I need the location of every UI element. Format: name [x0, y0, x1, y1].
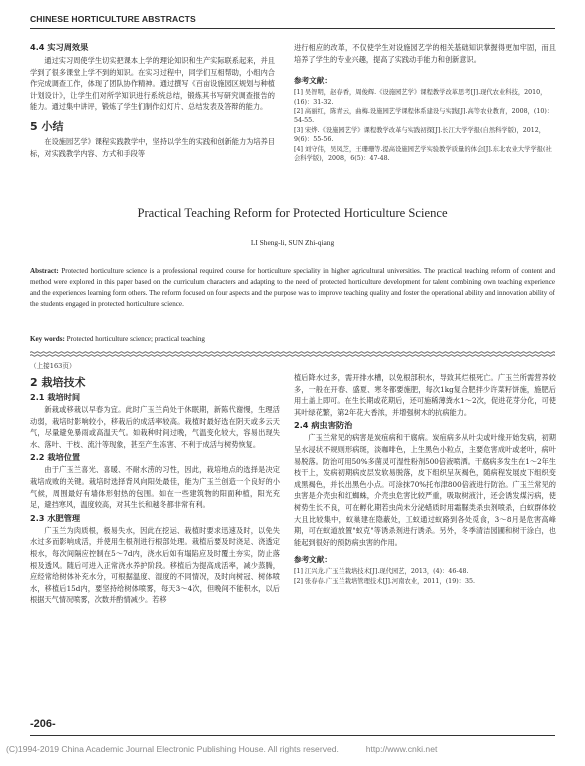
- page-number: -206-: [30, 718, 56, 730]
- header-rule: [30, 28, 555, 29]
- site-url-link[interactable]: http://www.cnki.net: [365, 744, 438, 754]
- section-4-4-heading: 4.4 实习周效果: [30, 42, 89, 52]
- reference-item: [3] 宋烨.《设施园艺学》课程教学改革与实践初探[J].长江大学学报(自然科学版)，2012，9(6)：55-56.: [294, 126, 546, 144]
- section-5-heading: 5 小结: [30, 119, 64, 133]
- journal-header: CHINESE HORTICULTURE ABSTRACTS: [30, 14, 196, 24]
- section-2-3-text: 广玉兰为肉质根，极易失水，因此在挖运、栽植时要求迅速及时，以免失水过多而影响成活，并使用生根剂进行根部处理。栽植后要及时浇足、浇透定根水，每次间隔应控制在5～7d内，浇水后如有塌陷应及时覆土夯实，防止落根及透风。随后可进入正常浇水养护阶段。移植后为提高成活率，减少蒸腾，应经常给树体补充水分，可根据温度、湿度的不同情况，及时向树冠、树体喷水，移植后15d内，要坚持给树体喷雾，每天3～4次，但晚间不能积水，以后根据天气情况喷雾，次数并酌情减少。若移: [30, 525, 280, 605]
- continued-from-note: （上接163页）: [30, 362, 76, 370]
- conclusion-continued-text: 进行相应的改革，不仅使学生对设施园艺学的相关基础知识掌握得更加牢固，而且培养了学生的专业兴趣，提高了实践动手能力和创新意识。: [294, 43, 556, 64]
- copyright-text: (C)1994-2019 China Academic Journal Electronic Publishing House. All rights reserved.: [6, 744, 339, 754]
- reference-item: [4] 刘守伟，吴凤芝，王珊珊等.提高设施园艺学实验教学质量的体会[J].东北农业大学学报(社会科学版)，2008，6(5)：47-48.: [294, 145, 552, 163]
- section-2-1-heading: 2.1 栽培时间: [30, 392, 81, 402]
- top-right-column: [294, 42, 556, 163]
- references-heading: 参考文献：: [294, 555, 332, 565]
- english-abstract: [30, 266, 555, 310]
- water-fertilizer-continued-text: 植后降水过多，需开排水槽，以免根部积水，导致其烂根死亡。广玉兰所需营养较多，一般在开春、盛夏、寒冬都要施肥，每次1kg复合肥拌少许菜籽饼施，施肥后用土盖上即可。在生长期或花期后，还可施稀薄粪水1～2次，促进花芽分化，可使其叶绿花繁，第2年花大香浓，并增强树木的抗病能力。: [294, 373, 556, 417]
- section-4-4-text: 通过实习周使学生切实把课本上学的理论知识和生产实际联系起来，并且学到了很多课堂上学不到的知识。在实习过程中，同学们互相帮助，小组内合作完成调查工作，体现了团队协作精神。通过撰写《百亩设施园区规划与种植计划设计》，让学生们对所学知识进行系统总结，锻炼其书写研究调查报告的能力。通过集中讲评，锻炼了学生们制作幻灯片、总结发表及答辩的能力。: [30, 56, 275, 112]
- wavy-separator: [30, 350, 555, 358]
- english-keywords: [30, 334, 555, 345]
- references-heading: 参考文献：: [294, 76, 332, 86]
- english-title: Practical Teaching Reform for Protected Horticulture Science: [137, 206, 448, 220]
- bottom-left-column: [30, 361, 280, 606]
- reference-item: [1] 吴智明，赵春香，周俊辉.《设施园艺学》课程教学改革思考[J].现代农业科技，2010，(16)：31-32.: [294, 89, 547, 106]
- reference-item: [2] 高丽红，陈青云，曲梅.设施园艺学课程体系建设与实践[J].高等农业教育，2008，(10)：54-55.: [294, 108, 554, 125]
- keywords-text: Protected horticulture science; practical teaching: [66, 335, 205, 343]
- section-5-text: 在设施园艺学》课程实践教学中，坚持以学生的实践和创新能力为培养目标，对实践教学内容、方式和手段等: [30, 136, 275, 158]
- section-2-4-text: 广玉兰常见的病害是炭疽病和干腐病。炭疽病多从叶尖或叶缘开始发病，初期呈水浸状不规则形病斑，淡咖啡色，上生黑色小粒点，主要危害成叶或老叶，病叶易脱落。防治可用50%多菌灵可湿性粉剂500倍液喷洒。干腐病多发生在1～2年生枝干上，发病初期病皮层发软易脱落，皮下组织呈灰褐色，随病程发展皮下组织变成黑褐色，并长出黑色小点。可涂抹70%托布津800倍液进行防治。广玉兰常见的虫害是介壳虫和红蜘蛛，介壳虫危害比较严重，吸取树液汁，还会诱发煤污病，使树势生长不良，可在孵化期若虫尚未分泌蜡质时用霜脲类杀虫剂喷杀，白蚁群体较大且比较集中，蚁巢建在隐蔽处，工蚁通过蚁路到各处觅食，3～8月是危害高峰期，可在蚁道放置"蚁克"等诱杀剂进行诱杀。另外，冬季清洁园圃和树干涂白，也能起到很好的预防病虫害的作用。: [294, 433, 556, 547]
- copyright-line: [6, 744, 581, 754]
- section-2-3-heading: 2.3 水肥管理: [30, 512, 81, 523]
- bottom-right-column: [294, 372, 556, 586]
- section-2-4-heading: 2.4 病虫害防治: [294, 420, 353, 431]
- keywords-label: Key words:: [30, 335, 65, 343]
- top-left-column: [30, 42, 275, 159]
- english-authors: LI Sheng-li, SUN Zhi-qiang: [250, 238, 335, 247]
- section-2-2-text: 由于广玉兰喜光、喜暖、不耐水涝的习性，因此，栽培地点的选择是决定栽培成败的关键。栽培时选择背风向阳处最佳，能为广玉兰创造一个良好的小气候，周围最好有墙体形射热的包围。如在一些建筑物的阳面种植，阳光充足，避挡寒风，温度较高，对其生长和越冬都非常有利。: [30, 465, 280, 510]
- reference-item: [1] 江兴龙.广玉兰栽培技术[J].现代园艺，2013，(4)：46-48.: [294, 568, 469, 576]
- section-2-heading: 2 栽培技术: [30, 376, 86, 389]
- section-2-2-heading: 2.2 栽培位置: [30, 452, 81, 463]
- reference-item: [2] 张春春.广玉兰栽培管理技术[J].河南农业，2011，(19)：35.: [294, 577, 475, 585]
- abstract-label: Abstract:: [30, 267, 59, 275]
- footer-rule: [30, 735, 555, 736]
- section-2-1-text: 新栽或移栽以早春为宜。此时广玉兰尚处于休眠期，新陈代谢慢，生理活动弱，栽培时影响较小，移栽后的成活率较高。栽植时最好选在阴天或多云天气，尽量避免暴雨或高温天气。如栽种时间过晚，气温变化较大，容易出现失水、落叶、干枝、流汁等现象，甚至产生冻害、不利于成活与树势恢复。: [30, 405, 280, 449]
- abstract-text: Protected horticulture science is a professional required course for horticulture speciality in higher agricultural universities. The practical teaching reform of content and method were explored in this paper based on the curriculum characters and adapting to the need of protected horticulture development for talent combining own teaching experience and the experiences learning form others. The reform focused on four aspects and the purpose was to improve teaching quality and foster the operational ability and innovation ability of the students engaged in protected horticulture science.: [30, 267, 556, 308]
